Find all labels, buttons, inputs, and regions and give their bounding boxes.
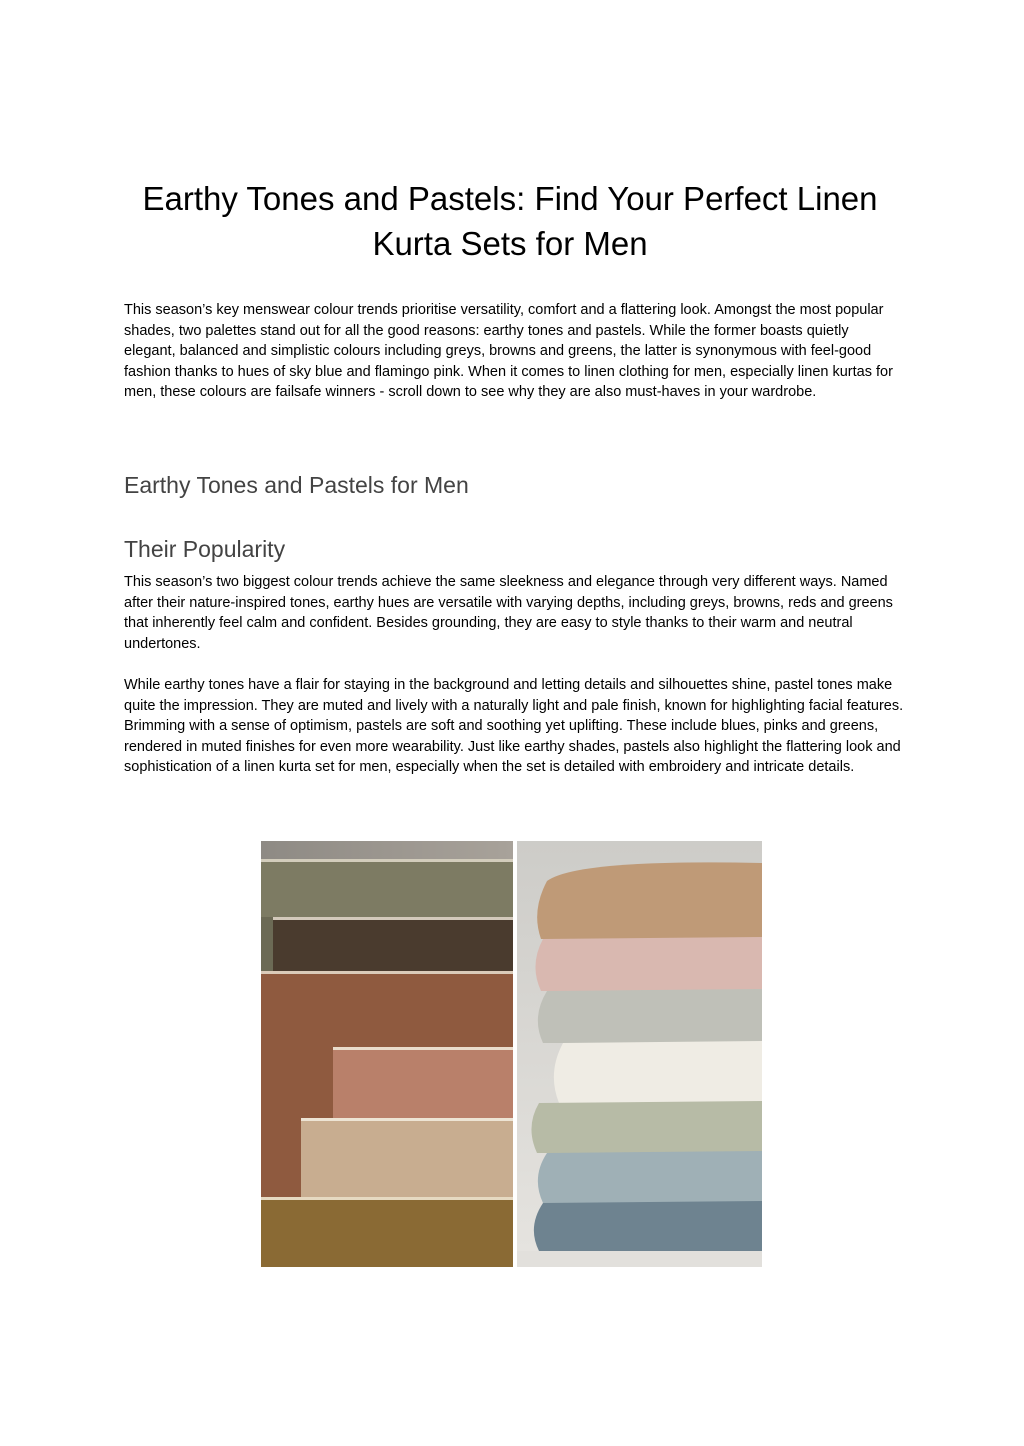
pastel-linen-stack-image xyxy=(517,841,762,1267)
popularity-paragraph-2: While earthy tones have a flair for staying in the background and letting details and silhouettes shine, pastel tones make quite the impression. They are muted and lively with a naturally light and pale finish, known for highlighting facial features. Brimming with a sense of optimism, pastels are soft and soothing yet uplifting. These include blues, pinks and greens, rendered in muted finishes for even more wearability. Just like earthy shades, pastels also highlight the flattering look and sophistication of a linen kurta set for men, especially when the set is detailed with embroidery and intricate details. xyxy=(124,677,904,775)
fold-sage xyxy=(531,1101,762,1153)
swatch-dark-brown xyxy=(273,917,513,971)
swatch-olive xyxy=(261,859,513,917)
fold-slate-blue xyxy=(534,1201,762,1251)
fold-cream xyxy=(554,1041,762,1103)
fold-pink xyxy=(535,937,762,991)
subsection-heading: Their Popularity xyxy=(124,536,286,562)
fold-light-blue xyxy=(538,1151,762,1203)
popularity-paragraph-1: This season’s two biggest colour trends achieve the same sleekness and elegance through very different ways. Named after their nature-inspired tones, earthy hues are versatile with varying depths, including greys, browns, reds and greens that inherently feel calm and confident. Besides grounding, they are easy to style thanks to their warm and neutral undertones. xyxy=(124,574,893,652)
fold-tan xyxy=(537,862,762,939)
page-title: Earthy Tones and Pastels: Find Your Perfect Linen Kurta Sets for Men xyxy=(142,180,878,262)
linen-colour-photo-collage xyxy=(261,841,762,1267)
section-heading: Earthy Tones and Pastels for Men xyxy=(124,472,469,498)
swatch-blush xyxy=(333,1047,513,1125)
earthy-fabric-swatches-image xyxy=(261,841,513,1267)
swatch-ochre xyxy=(261,1197,513,1267)
fold-grey xyxy=(538,989,762,1043)
swatch-sand xyxy=(301,1118,513,1201)
intro-paragraph: This season’s key menswear colour trends prioritise versatility, comfort and a flattering look. Amongst the most popular shades, two palettes stand out for all the good reasons: earthy tones and pastels. While the former boasts quietly elegant, balanced and simplistic colours including greys, browns and greens, the latter is synonymous with feel-good fashion thanks to hues of sky blue and flamingo pink. When it comes to linen clothing for men, especially linen kurtas for men, these colours are failsafe winners - scroll down to see why they are also must-haves in your wardrobe. xyxy=(124,302,893,400)
